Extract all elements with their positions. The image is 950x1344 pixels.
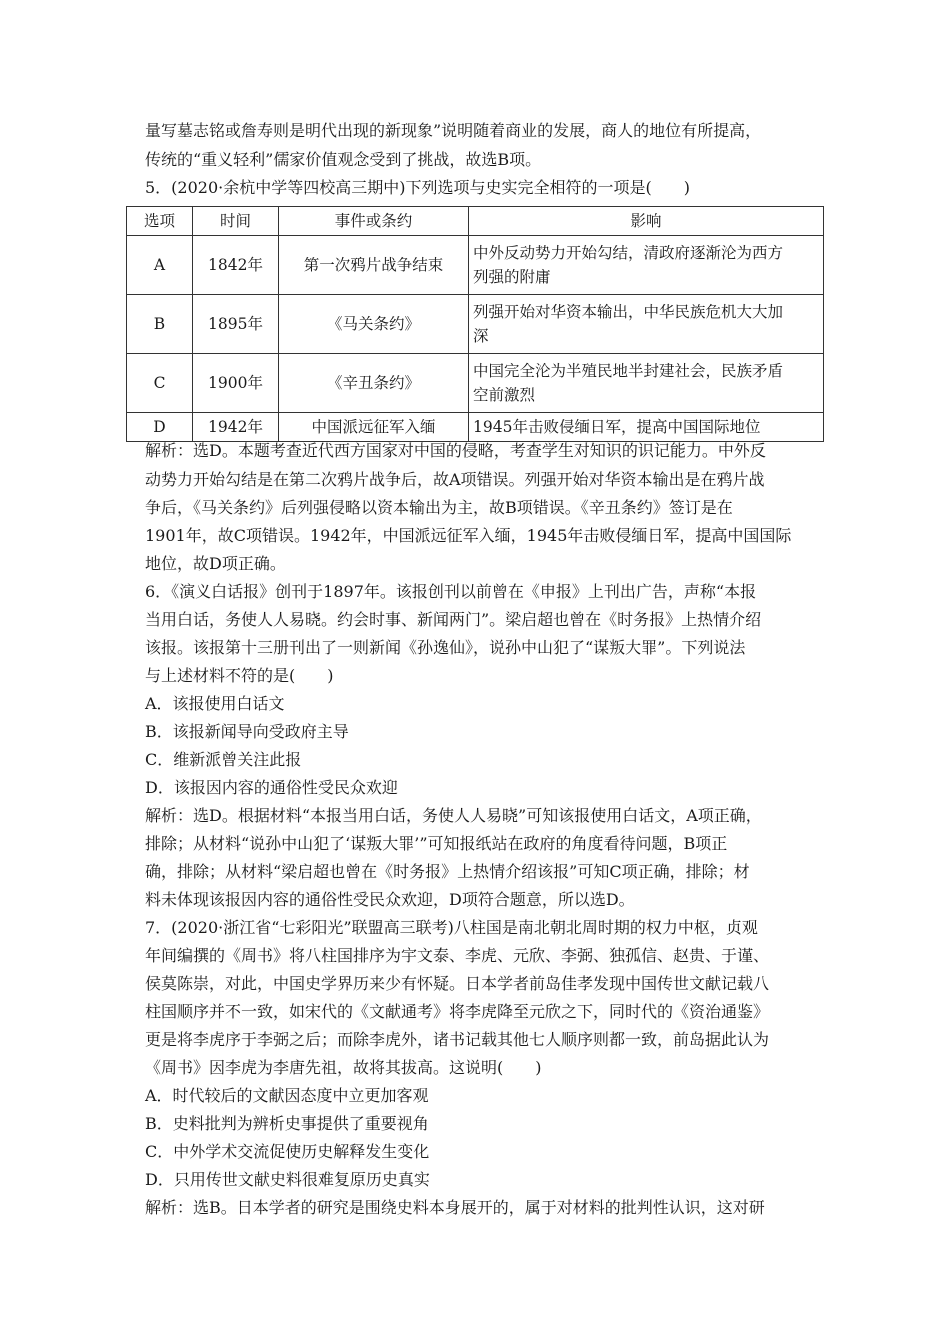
q6-stem-line: 6．《演义白话报》创刊于1897年。该报创刊以前曾在《申报》上刊出广告，声称“本报 <box>145 582 757 601</box>
q7-analysis-line: 解析：选B。日本学者的研究是围绕史料本身展开的，属于对材料的批判性认识，这对研 <box>145 1198 765 1217</box>
impact-line: 空前激烈 <box>473 386 536 404</box>
impact-line: 中外反动势力开始勾结，清政府逐渐沦为西方 <box>473 244 784 262</box>
q7-option-b: B．史料批判为辨析史事提供了重要视角 <box>145 1114 429 1133</box>
q7-stem-line: 柱国顺序并不一致，如宋代的《文献通考》将李虎降至元欣之下，同时代的《资治通鉴》 <box>145 1002 770 1021</box>
q7-stem-line: 7．(2020·浙江省“七彩阳光”联盟高三联考)八柱国是南北朝北周时期的权力中枢，贞观 <box>145 918 758 937</box>
q5-table <box>126 206 824 442</box>
impact-line: 列强的附庸 <box>473 268 551 286</box>
q7-stem-line: 《周书》因李虎为李唐先祖，故将其拔高。这说明( ) <box>145 1058 542 1077</box>
table-cell-impact <box>469 354 824 413</box>
table-header-row <box>127 207 824 236</box>
table-cell: 第一次鸦片战争结束 <box>279 236 469 295</box>
q6-stem-line: 与上述材料不符的是( ) <box>145 666 334 685</box>
q7-stem-line: 年间编撰的《周书》将八柱国排序为宇文泰、李虎、元欣、李弼、独孤信、赵贵、于谨、 <box>145 946 770 965</box>
table-cell-impact <box>469 236 824 295</box>
q6-option-d: D．该报因内容的通俗性受民众欢迎 <box>145 778 398 797</box>
table-header: 选项 <box>127 207 193 236</box>
impact-line: 深 <box>473 327 489 345</box>
q6-option-b: B．该报新闻导向受政府主导 <box>145 722 349 741</box>
table-cell: A <box>127 236 193 295</box>
q7-stem-line: 更是将李虎序于李弼之后；而除李虎外，诸书记载其他七人顺序则都一致，前岛据此认为 <box>145 1030 770 1049</box>
q5-analysis-line: 解析：选D。本题考查近代西方国家对中国的侵略，考查学生对知识的识记能力。中外反 <box>145 441 766 460</box>
q6-option-c: C．维新派曾关注此报 <box>145 750 302 769</box>
q7-stem-line: 侯莫陈崇，对此，中国史学界历来少有怀疑。日本学者前岛佳孝发现中国传世文献记载八 <box>145 974 770 993</box>
q5-stem: 5．(2020·余杭中学等四校高三期中)下列选项与史实完全相符的一项是( ) <box>145 178 690 197</box>
intro-line: 传统的“重义轻利”儒家价值观念受到了挑战，故选B项。 <box>145 150 542 169</box>
table-cell: 1842年 <box>193 236 279 295</box>
q7-option-a: A．时代较后的文献因态度中立更加客观 <box>145 1086 429 1105</box>
table-row <box>127 413 824 442</box>
intro-line: 量写墓志铭或詹寿则是明代出现的新现象”说明随着商业的发展，商人的地位有所提高， <box>145 121 762 140</box>
q6-stem-line: 当用白话，务使人人易晓。约会时事、新闻两门”。梁启超也曾在《时务报》上热情介绍 <box>145 610 762 629</box>
table-header: 事件或条约 <box>279 207 469 236</box>
table-cell: 1895年 <box>193 295 279 354</box>
q5-analysis-line: 动势力开始勾结是在第二次鸦片战争后，故A项错误。列强开始对华资本输出是在鸦片战 <box>145 470 765 489</box>
table-cell-impact <box>469 295 824 354</box>
table-header: 时间 <box>193 207 279 236</box>
q6-stem-line: 该报。该报第十三册刊出了一则新闻《孙逸仙》，说孙中山犯了“谋叛大罪”。下列说法 <box>145 638 746 657</box>
table-cell: C <box>127 354 193 413</box>
impact-line: 列强开始对华资本输出，中华民族危机大大加 <box>473 303 784 321</box>
q6-analysis-line: 确，排除；从材料“梁启超也曾在《时务报》上热情介绍该报”可知C项正确，排除；材 <box>145 862 750 881</box>
q5-analysis-line: 1901年，故C项错误。1942年，中国派远征军入缅，1945年击败侵缅日军，提高中国国际 <box>145 526 792 545</box>
table-cell: D <box>127 413 193 442</box>
q6-analysis-line: 料未体现该报因内容的通俗性受民众欢迎，D项符合题意，所以选D。 <box>145 890 635 909</box>
table-row <box>127 236 824 295</box>
table-cell: 1942年 <box>193 413 279 442</box>
impact-line: 中国完全沦为半殖民地半封建社会，民族矛盾 <box>473 362 784 380</box>
q6-analysis-line: 排除；从材料“说孙中山犯了‘谋叛大罪’”可知报纸站在政府的角度看待问题，B项正 <box>145 834 728 853</box>
table-cell: B <box>127 295 193 354</box>
table-cell-impact: 1945年击败侵缅日军，提高中国国际地位 <box>469 413 824 442</box>
q6-option-a: A．该报使用白话文 <box>145 694 285 713</box>
table-cell: 《辛丑条约》 <box>279 354 469 413</box>
q5-analysis-line: 争后，《马关条约》后列强侵略以资本输出为主，故B项错误。《辛丑条约》签订是在 <box>145 498 733 517</box>
table-cell: 1900年 <box>193 354 279 413</box>
table-row <box>127 354 824 413</box>
table-cell: 中国派远征军入缅 <box>279 413 469 442</box>
q5-analysis-line: 地位，故D项正确。 <box>145 554 286 573</box>
table-cell: 《马关条约》 <box>279 295 469 354</box>
table-header: 影响 <box>469 207 824 236</box>
q6-analysis-line: 解析：选D。根据材料“本报当用白话，务使人人易晓”可知该报使用白话文，A项正确， <box>145 806 762 825</box>
q7-option-c: C．中外学术交流促使历史解释发生变化 <box>145 1142 430 1161</box>
q7-option-d: D．只用传世文献史料很难复原历史真实 <box>145 1170 430 1189</box>
table-row <box>127 295 824 354</box>
